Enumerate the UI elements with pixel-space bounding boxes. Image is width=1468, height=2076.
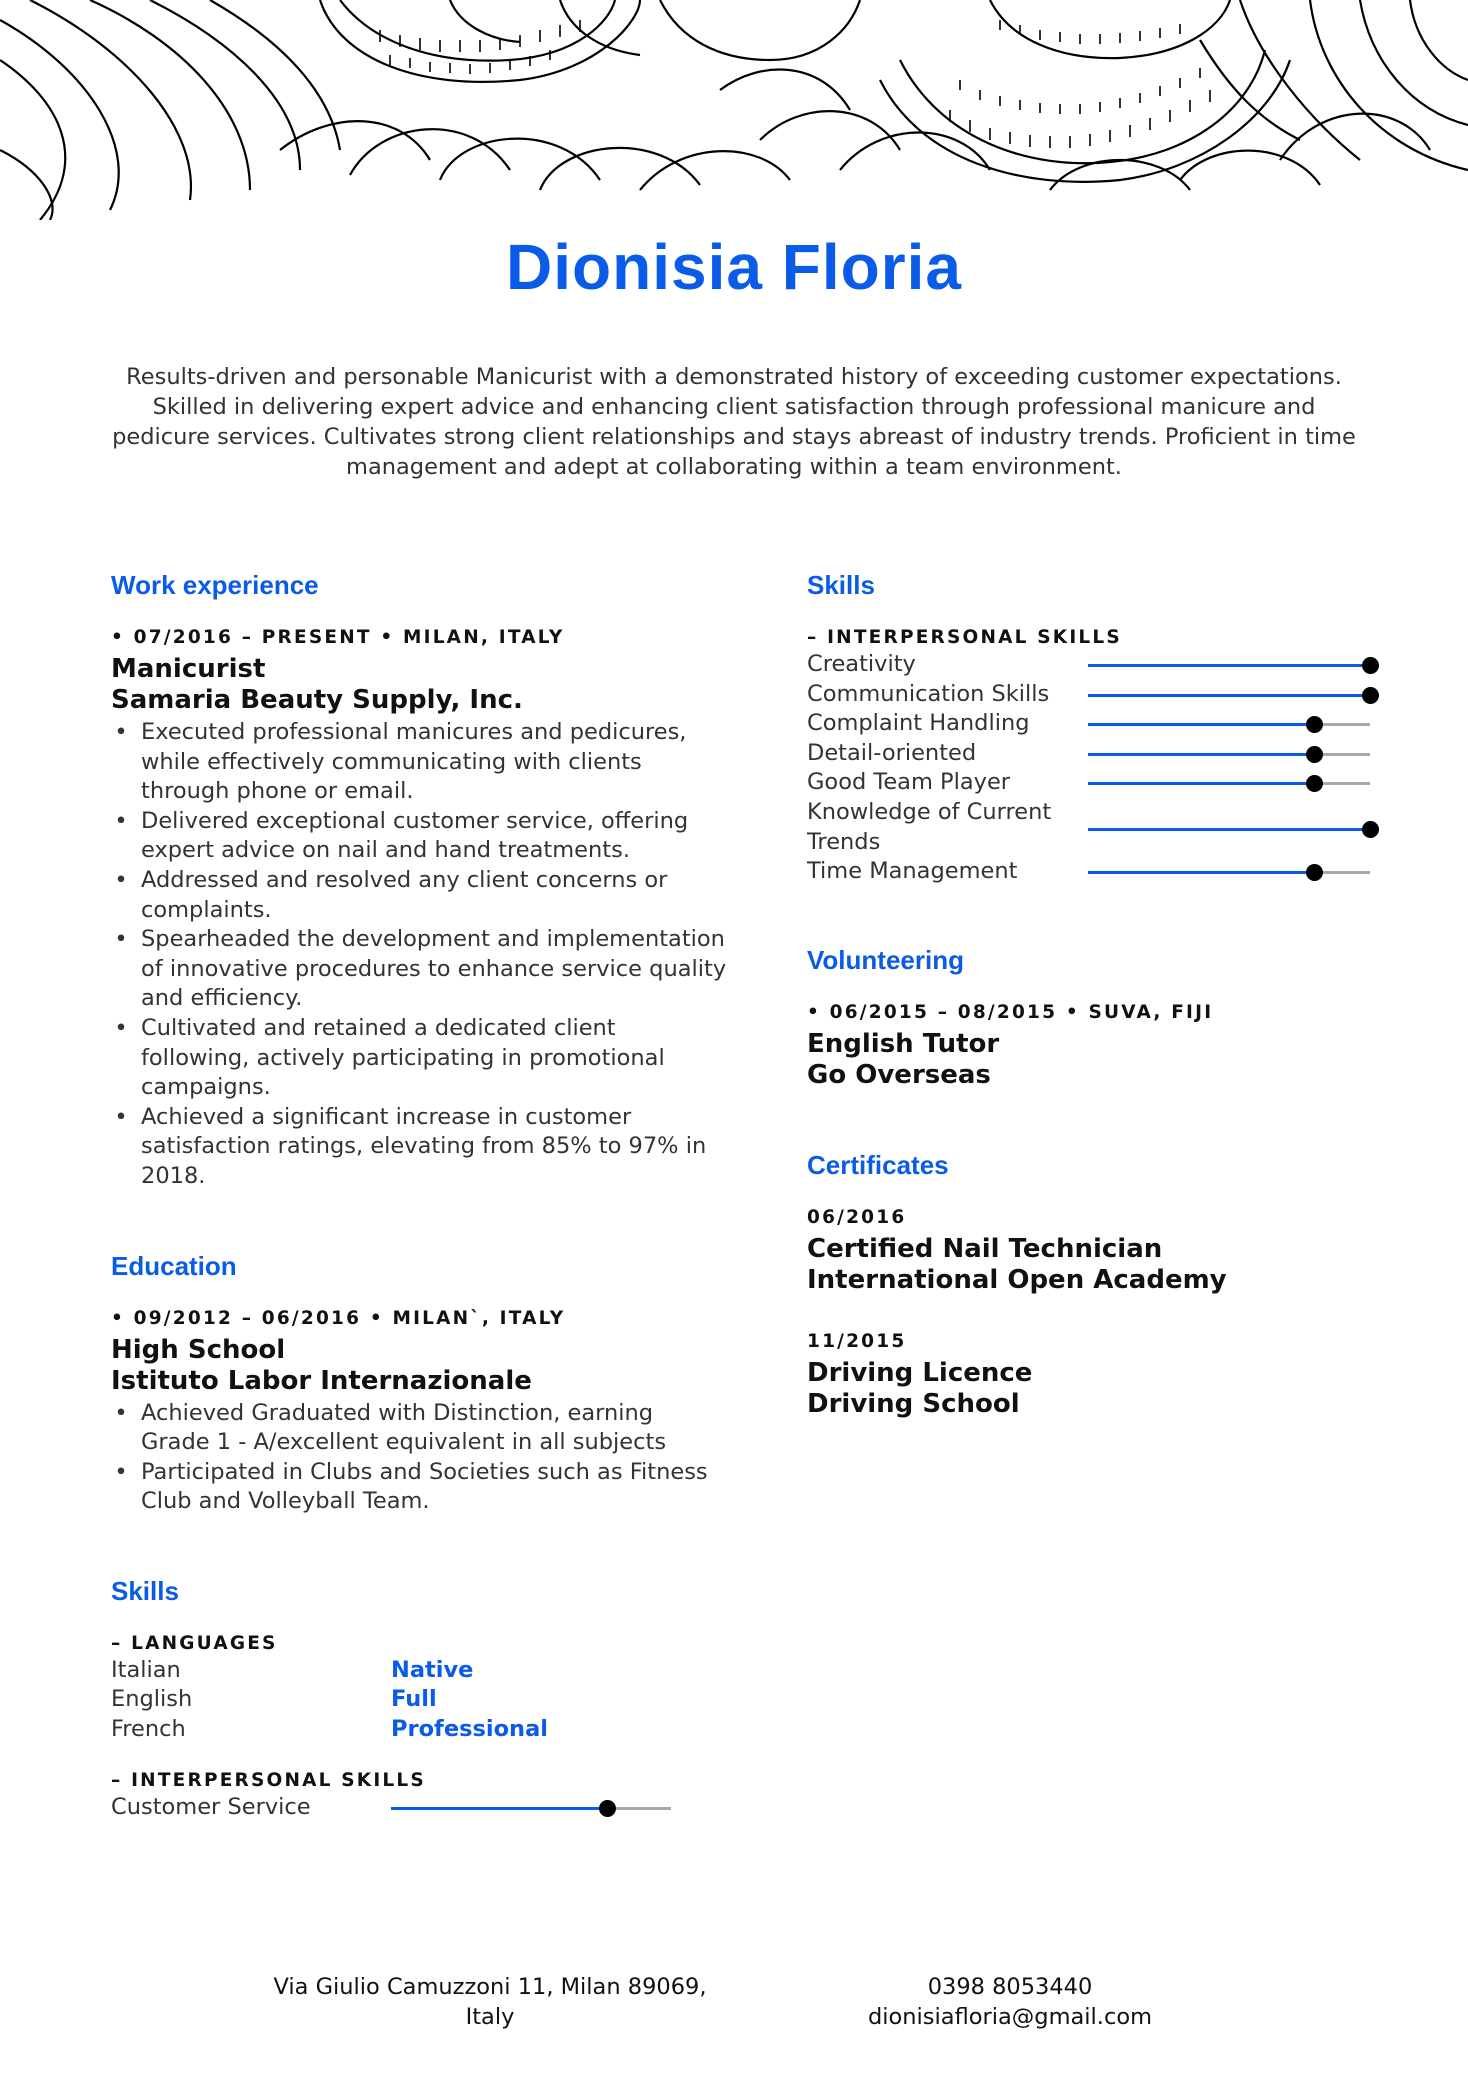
skill-bar-fill [1088,871,1314,874]
work-role: Manicurist [111,654,266,684]
candidate-name: Dionisia Floria [506,231,962,303]
left-column [111,568,727,1822]
language-name: Italian [111,1656,181,1683]
skill-bar-dot [599,1800,616,1817]
work-org: Samaria Beauty Supply, Inc. [111,685,523,715]
skill-name: Detail-oriented [807,739,977,766]
list-item: • Addressed and resolved any client concerns or complaints. [141,866,731,925]
footer-phone: 0398 8053440 [927,1974,1093,2000]
skill-bar-dot [1362,657,1379,674]
education-section [111,1249,711,1517]
skill-bar-fill [1088,664,1370,667]
skill-bar-dot [1306,746,1323,763]
skill-name: Customer Service [111,1793,311,1820]
skill-bar-fill [1088,694,1370,697]
certificates-section [807,1148,1367,1420]
certificate-date: 06/2016 [807,1206,907,1228]
skill-bar [1088,871,1370,874]
section-title-work: Work experience [111,570,319,600]
skill-name: Time Management [807,858,1018,885]
language-row [111,1656,711,1686]
language-name: French [111,1716,186,1743]
section-title-volunteering: Volunteering [807,944,964,975]
section-title-certificates: Certificates [807,1149,949,1180]
skill-bar-dot [1306,864,1323,881]
skill-bar [1088,723,1370,726]
skill-bar [1088,664,1370,667]
right-column [807,568,1367,1420]
skill-bar-dot [1306,775,1323,792]
skill-bar-dot [1362,821,1379,838]
skill-name: Communication Skills [807,680,1050,707]
skill-row [807,798,1367,857]
skill-row [807,857,1367,887]
skill-bar-fill [1088,723,1314,726]
list-item: • Participated in Clubs and Societies such as Fitness Club and Volleyball Team. [141,1458,711,1517]
language-level: Native [391,1656,474,1683]
list-item: • Executed professional manicures and pedicures, while effectively communicating with clients through phone or email. [141,718,731,807]
list-item: • Spearheaded the development and implementation of innovative procedures to enhance service quality and efficiency. [141,925,731,1014]
certificate-org: International Open Academy [807,1264,1227,1295]
skill-list [807,650,1367,887]
skill-bar-fill [391,1807,607,1810]
skill-bar [1088,782,1370,785]
skill-row [111,1793,711,1823]
professional-summary: Results-driven and personable Manicurist with a demonstrated history of exceeding customer expectations. Skilled in delivering expert advice and enhancing client satisfaction through professional manicure and pedicure services. Cultivates strong client relationships and stays abreast of industry trends. Proficient in time management and adept at collaborating within a team environment. [112,364,1356,480]
language-level: Professional [391,1716,548,1743]
language-row [111,1685,711,1715]
skill-bar-dot [1362,687,1379,704]
interpersonal-subhead-left: – INTERPERSONAL SKILLS [111,1769,426,1791]
volunteering-role: English Tutor [807,1028,1000,1059]
section-title-skills-right: Skills [807,570,875,600]
list-item: • Achieved a significant increase in customer satisfaction ratings, elevating from 85% to 97% in 2018. [141,1103,731,1192]
skill-bar-fill [1088,753,1314,756]
certificate-name: Certified Nail Technician [807,1233,1163,1264]
language-row [111,1715,711,1745]
footer-email[interactable]: dionisiafloria@gmail.com [868,2004,1152,2030]
skill-name: Creativity [807,651,916,677]
section-title-skills-left: Skills [111,1575,179,1606]
volunteering-meta: • 06/2015 – 08/2015 • SUVA, FIJI [807,1001,1214,1023]
skill-bar-dot [1306,716,1323,733]
skills-languages-section [111,1574,711,1822]
languages-subhead: – LANGUAGES [111,1632,278,1654]
skill-bar [1088,753,1370,756]
skill-row [807,709,1367,739]
work-bullets [111,718,731,1192]
list-item: • Delivered exceptional customer service, offering expert advice on nail and hand treatments. [141,807,731,866]
section-title-education: Education [111,1250,237,1281]
skill-name: Knowledge of Current Trends [807,798,1052,855]
skill-bar-fill [1088,828,1370,831]
skill-row [807,739,1367,769]
skill-row [807,768,1367,798]
education-degree: High School [111,1334,286,1365]
education-school: Istituto Labor Internazionale [111,1365,532,1396]
language-level: Full [391,1686,437,1713]
skills-right-section [807,568,1367,887]
education-bullets [111,1399,711,1517]
skill-row [807,650,1367,680]
skill-name: Good Team Player [807,769,1011,796]
skill-bar-fill [1088,782,1314,785]
list-item: • Achieved Graduated with Distinction, earning Grade 1 - A/excellent equivalent in all subjects [141,1399,711,1458]
skill-row [807,680,1367,710]
list-item: • Cultivated and retained a dedicated client following, actively participating in promotional campaigns. [141,1014,731,1103]
work-experience-section [111,568,727,1192]
certificate-name: Driving Licence [807,1357,1033,1388]
interpersonal-subhead-right: – INTERPERSONAL SKILLS [807,627,1122,648]
skill-bar [1088,694,1370,697]
education-meta: • 09/2012 – 06/2016 • MILAN`, ITALY [111,1307,566,1329]
certificate-date: 11/2015 [807,1330,907,1352]
language-name: English [111,1686,193,1713]
volunteering-section [807,943,1367,1091]
skill-name: Complaint Handling [807,710,1030,737]
volunteering-org: Go Overseas [807,1059,991,1090]
footer-address: Via Giulio Camuzzoni 11, Milan 89069, Italy [273,1974,707,2030]
work-meta: • 07/2016 – PRESENT • MILAN, ITALY [111,627,565,648]
certificate-org: Driving School [807,1388,1020,1419]
decorative-header-pattern [0,0,1468,220]
skill-bar [1088,828,1370,831]
skill-bar [391,1807,671,1810]
